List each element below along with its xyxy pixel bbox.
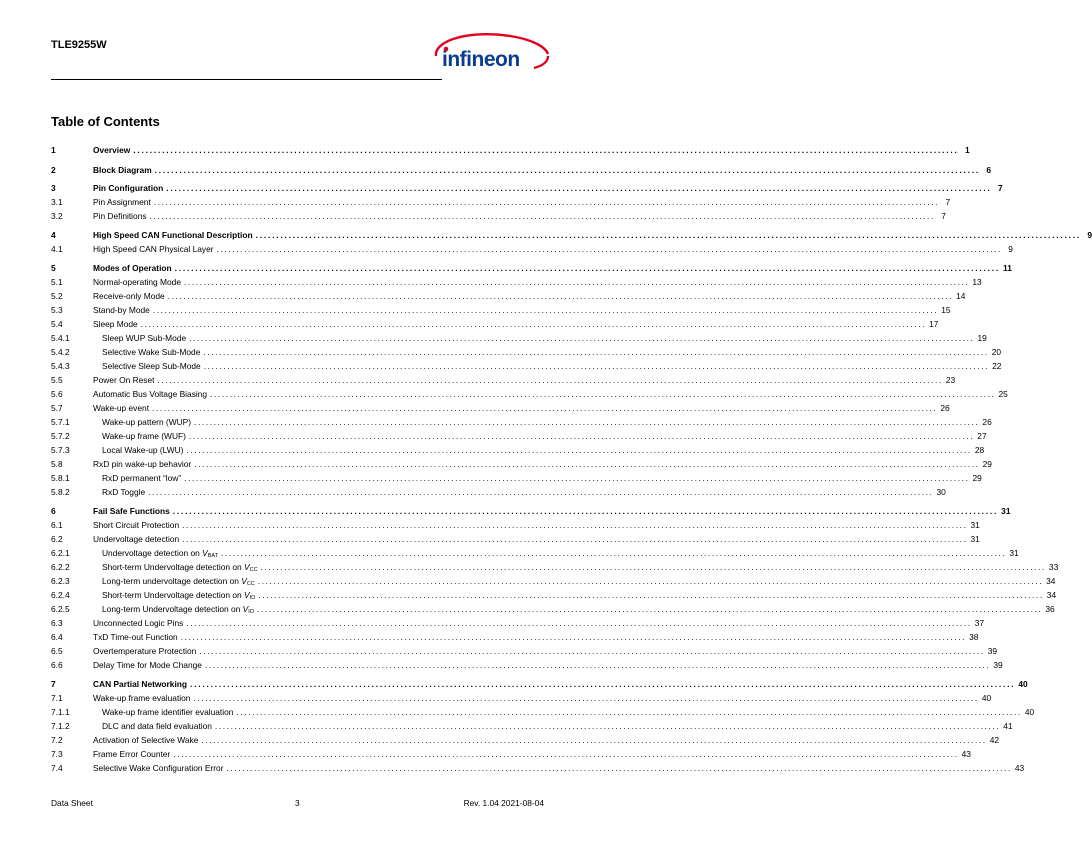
toc-entry[interactable] xyxy=(51,734,1000,746)
toc-entry[interactable] xyxy=(51,472,982,484)
toc-leader-dots: ........................................................................................................................................................................................................ xyxy=(257,576,1044,586)
toc-variable-subscript: IO xyxy=(248,609,255,615)
toc-entry-title xyxy=(93,533,179,545)
toc-page-number: 40 xyxy=(981,693,992,703)
toc-leader-dots: ........................................................................................................................................................................................................ xyxy=(257,604,1043,614)
toc-entry[interactable] xyxy=(51,318,939,330)
toc-entry[interactable] xyxy=(51,762,1025,774)
toc-entry-title xyxy=(93,229,253,241)
toc-entry[interactable] xyxy=(51,210,946,222)
toc-page-number: 6 xyxy=(986,165,992,175)
toc-page-number: 22 xyxy=(992,361,1002,371)
toc-entry-title xyxy=(102,720,212,732)
toc-number: 7.1.1 xyxy=(51,707,70,717)
toc-page-number: 14 xyxy=(956,291,966,301)
svg-text:infineon: infineon xyxy=(442,48,520,71)
toc-entry-title xyxy=(102,346,200,358)
toc-title-text: Wake-up event xyxy=(93,403,150,413)
toc-number: 6.2.1 xyxy=(51,548,70,558)
toc-entry[interactable] xyxy=(51,561,1059,573)
toc-entry-title xyxy=(102,589,255,604)
toc-page-number: 31 xyxy=(1009,548,1019,558)
toc-title-text: Pin Definitions xyxy=(93,211,147,221)
toc-title-text: Local Wake-up (LWU) xyxy=(102,445,184,455)
toc-page-number: 40 xyxy=(1024,707,1035,717)
toc-title-text: Power On Reset xyxy=(93,375,155,385)
toc-number: 5.8.1 xyxy=(51,473,70,483)
toc-title-text: High Speed CAN Physical Layer xyxy=(93,244,214,254)
toc-entry[interactable] xyxy=(51,533,980,545)
toc-page-number: 19 xyxy=(977,333,987,343)
toc-leader-dots: ........................................................................................................................................................................................................ xyxy=(148,487,934,497)
toc-number: 4 xyxy=(51,230,56,240)
toc-number: 5.7 xyxy=(51,403,63,413)
toc-number: 7.1 xyxy=(51,693,63,703)
toc-leader-dots: ........................................................................................................................................................................................................ xyxy=(186,445,972,455)
toc-title-text: Selective Wake Configuration Error xyxy=(93,763,224,773)
toc-page-number: 25 xyxy=(998,389,1008,399)
toc-title-text: RxD Toggle xyxy=(102,487,146,497)
footer-revision: Rev. 1.04 2021-08-04 xyxy=(463,798,544,808)
toc-number: 6.6 xyxy=(51,660,63,670)
toc-entry-title xyxy=(93,318,138,330)
toc-leader-dots: ........................................................................................................................................................................................................ xyxy=(184,473,970,483)
toc-entry[interactable] xyxy=(51,430,987,442)
toc-leader-dots: ........................................................................................................................................................................................................ xyxy=(194,417,980,427)
toc-leader-dots: ........................................................................................................................................................................................................ xyxy=(167,291,954,301)
toc-number: 7.2 xyxy=(51,735,63,745)
toc-title-text: Wake-up frame identifier evaluation xyxy=(102,707,234,717)
toc-variable: V xyxy=(242,604,249,614)
toc-title-text: Wake-up frame (WUF) xyxy=(102,431,186,441)
toc-number: 6.5 xyxy=(51,646,63,656)
toc-entry[interactable] xyxy=(51,346,1002,358)
toc-number: 6.1 xyxy=(51,520,63,530)
toc-leader-dots: ........................................................................................................................................................................................................ xyxy=(216,244,1002,254)
toc-title-text: Unconnected Logic Pins xyxy=(93,618,184,628)
toc-leader-dots: ........................................................................................................................................................................................................ xyxy=(210,389,996,399)
toc-title-text: Automatic Bus Voltage Biasing xyxy=(93,389,208,399)
toc-page-number: 26 xyxy=(940,403,950,413)
toc-entry[interactable] xyxy=(51,458,992,470)
toc-entry-title xyxy=(102,444,183,456)
toc-variable: V xyxy=(244,590,250,600)
toc-entry[interactable] xyxy=(51,617,985,629)
toc-chapter[interactable] xyxy=(51,182,1003,194)
toc-entry[interactable] xyxy=(51,547,1019,559)
toc-entry-title xyxy=(93,402,149,414)
toc-number: 2 xyxy=(51,165,56,175)
toc-title-text: Activation of Selective Wake xyxy=(93,735,199,745)
toc-entry-title xyxy=(102,575,255,590)
toc-number: 5.2 xyxy=(51,291,63,301)
toc-page-number: 39 xyxy=(987,646,998,656)
toc-title-text: Short-term Undervoltage detection on xyxy=(102,562,244,572)
toc-entry[interactable] xyxy=(51,196,951,208)
toc-number: 5.4 xyxy=(51,319,63,329)
toc-chapter[interactable] xyxy=(51,229,1092,241)
toc-page-number: 30 xyxy=(936,487,946,497)
toc-number: 5.7.3 xyxy=(51,445,70,455)
toc-entry-title xyxy=(93,290,165,302)
toc-entry[interactable] xyxy=(51,575,1056,587)
toc-entry-title xyxy=(93,210,147,222)
toc-title-text: Wake-up frame evaluation xyxy=(93,693,191,703)
toc-entry-title xyxy=(93,617,183,629)
toc-title-text: Short Circuit Protection xyxy=(93,520,180,530)
toc-entry-title xyxy=(93,678,187,690)
toc-entry[interactable] xyxy=(51,243,1013,255)
toc-leader-dots: ........................................................................................................................................................................................................ xyxy=(180,632,967,642)
toc-title-text: CAN Partial Networking xyxy=(93,679,188,689)
toc-title-text: RxD permanent “low” xyxy=(102,473,182,483)
toc-number: 3 xyxy=(51,183,56,193)
toc-variable: V xyxy=(244,562,250,572)
toc-leader-dots: ........................................................................................................................................................................................................ xyxy=(255,230,1081,240)
toc-number: 1 xyxy=(51,145,56,155)
toc-title-text: Long-term Undervoltage detection on xyxy=(102,604,243,614)
toc-entry-title xyxy=(93,262,172,274)
toc-leader-dots: ........................................................................................................................................................................................................ xyxy=(182,534,968,544)
toc-entry[interactable] xyxy=(51,748,971,760)
toc-number: 5.7.2 xyxy=(51,431,70,441)
toc-number: 5.7.1 xyxy=(51,417,70,427)
toc-title-text: Selective Sleep Sub-Mode xyxy=(102,361,201,371)
toc-entry-title xyxy=(93,645,196,657)
toc-title-text: Sleep Mode xyxy=(93,319,138,329)
toc-entry-title xyxy=(93,505,170,517)
toc-leader-dots: ........................................................................................................................................................................................................ xyxy=(153,197,940,207)
toc-entry[interactable] xyxy=(51,519,980,531)
toc-leader-dots: ........................................................................................................................................................................................................ xyxy=(183,277,970,287)
toc-page-number: 11 xyxy=(1003,263,1012,273)
toc-entry-title xyxy=(93,182,163,194)
toc-page-number: 40 xyxy=(1018,679,1028,689)
toc-variable: V xyxy=(202,548,208,558)
toc-entry-title xyxy=(93,734,198,746)
toc-leader-dots: ........................................................................................................................................................................................................ xyxy=(194,459,980,469)
toc-variable-subscript: IO xyxy=(249,595,256,601)
toc-leader-dots: ........................................................................................................................................................................................................ xyxy=(221,548,1007,558)
toc-number: 5.8 xyxy=(51,459,63,469)
toc-page-number: 34 xyxy=(1046,590,1057,600)
toc-page-number: 27 xyxy=(977,431,987,441)
toc-number: 5.6 xyxy=(51,389,63,399)
toc-title-text: Normal-operating Mode xyxy=(93,277,181,287)
footer-page-number: 3 xyxy=(295,798,300,808)
toc-entry[interactable] xyxy=(51,486,946,498)
toc-page-number: 43 xyxy=(961,749,971,759)
toc-title-text: Selective Wake Sub-Mode xyxy=(102,347,201,357)
toc-leader-dots: ........................................................................................................................................................................................................ xyxy=(189,333,975,343)
toc-entry-title xyxy=(102,561,258,576)
toc-variable: V xyxy=(241,576,247,586)
toc-page-number: 29 xyxy=(972,473,982,483)
toc-entry[interactable] xyxy=(51,692,992,704)
toc-entry-title xyxy=(93,196,151,208)
toc-page-number: 9 xyxy=(1087,230,1092,240)
toc-leader-dots: ........................................................................................................................................................................................................ xyxy=(226,763,1012,773)
toc-entry-title xyxy=(93,692,190,704)
toc-entry-title xyxy=(93,762,224,774)
toc-page-number: 43 xyxy=(1014,763,1025,773)
toc-entry[interactable] xyxy=(51,603,1055,615)
toc-title-text: Pin Assignment xyxy=(93,197,151,207)
toc-number: 5 xyxy=(51,263,56,273)
toc-chapter[interactable] xyxy=(51,678,1028,690)
header-rule xyxy=(51,79,442,80)
toc-leader-dots: ........................................................................................................................................................................................................ xyxy=(152,403,938,413)
toc-leader-dots: ........................................................................................................................................................................................................ xyxy=(258,590,1044,600)
toc-entry-title xyxy=(93,519,179,531)
toc-entry-title xyxy=(102,416,191,428)
toc-entry[interactable] xyxy=(51,706,1035,718)
toc-number: 6.2.2 xyxy=(51,562,70,572)
toc-entry[interactable] xyxy=(51,290,966,302)
toc-leader-dots: ........................................................................................................................................................................................................ xyxy=(174,263,1001,273)
toc-entry-title xyxy=(93,243,214,255)
toc-page-number: 9 xyxy=(1008,244,1013,254)
toc-page-number: 31 xyxy=(970,534,980,544)
toc-leader-dots: ........................................................................................................................................................................................................ xyxy=(193,693,979,703)
toc-title-text: Long-term undervoltage detection on xyxy=(102,576,242,586)
toc-leader-dots: ........................................................................................................................................................................................................ xyxy=(172,506,999,516)
toc-number: 5.4.2 xyxy=(51,347,70,357)
toc-entry-title xyxy=(93,304,150,316)
toc-title-text: Modes of Operation xyxy=(93,263,172,273)
toc-number: 7 xyxy=(51,679,56,689)
footer-doc-type: Data Sheet xyxy=(51,798,93,808)
toc-entry-title xyxy=(102,360,201,372)
toc-leader-dots: ........................................................................................................................................................................................................ xyxy=(140,319,927,329)
toc-leader-dots: ........................................................................................................................................................................................................ xyxy=(203,347,989,357)
toc-entry-title xyxy=(93,164,152,176)
toc-entry-title xyxy=(93,458,191,470)
toc-leader-dots: ........................................................................................................................................................................................................ xyxy=(188,431,975,441)
toc-leader-dots: ........................................................................................................................................................................................................ xyxy=(214,721,1001,731)
toc-title-text: DLC and data field evaluation xyxy=(102,721,212,731)
toc-number: 3.2 xyxy=(51,211,63,221)
toc-page-number: 33 xyxy=(1048,562,1059,572)
toc-leader-dots: ........................................................................................................................................................................................................ xyxy=(204,660,991,670)
header-title: TLE9255W xyxy=(51,39,107,51)
toc-entry-title xyxy=(102,603,254,618)
toc-entry-title xyxy=(93,144,130,156)
toc-number: 6.3 xyxy=(51,618,63,628)
toc-page-number: 15 xyxy=(941,305,951,315)
toc-leader-dots: ........................................................................................................................................................................................................ xyxy=(203,361,990,371)
toc-entry-title xyxy=(93,631,178,643)
toc-number: 5.4.1 xyxy=(51,333,70,343)
toc-title-text: Block Diagram xyxy=(93,165,152,175)
toc-page-number: 36 xyxy=(1045,604,1055,614)
toc-leader-dots: ........................................................................................................................................................................................................ xyxy=(166,183,992,193)
toc-leader-dots: ........................................................................................................................................................................................................ xyxy=(199,646,985,656)
toc-entry-title xyxy=(93,748,170,760)
toc-entry[interactable] xyxy=(51,631,979,643)
toc-variable-subscript: CC xyxy=(249,567,258,573)
toc-title-text: Stand-by Mode xyxy=(93,305,150,315)
toc-number: 6.2 xyxy=(51,534,63,544)
toc-title-text: TxD Time-out Function xyxy=(93,632,178,642)
toc-entry[interactable] xyxy=(51,304,951,316)
toc-leader-dots: ........................................................................................................................................................................................................ xyxy=(133,145,959,155)
toc-entry-title xyxy=(93,659,202,671)
toc-entry[interactable] xyxy=(51,332,987,344)
toc-leader-dots: ........................................................................................................................................................................................................ xyxy=(182,520,968,530)
toc-page-number: 37 xyxy=(974,618,985,628)
toc-page-number: 7 xyxy=(997,183,1003,193)
toc-entry[interactable] xyxy=(51,360,1002,372)
toc-title-text: Delay Time for Mode Change xyxy=(93,660,202,670)
toc-number: 7.4 xyxy=(51,763,63,773)
toc-entry[interactable] xyxy=(51,402,950,414)
toc-page-number: 23 xyxy=(945,375,956,385)
toc-title-text: Frame Error Counter xyxy=(93,749,171,759)
toc-leader-dots: ........................................................................................................................................................................................................ xyxy=(236,707,1022,717)
toc-entry-title xyxy=(102,486,145,498)
toc-chapter[interactable] xyxy=(51,262,1012,274)
toc-title-text: Receive-only Mode xyxy=(93,291,165,301)
toc-leader-dots: ........................................................................................................................................................................................................ xyxy=(186,618,972,628)
toc-title-text: Pin Configuration xyxy=(93,183,164,193)
toc-page-number: 17 xyxy=(929,319,939,329)
toc-number: 5.3 xyxy=(51,305,63,315)
toc-number: 7.1.2 xyxy=(51,721,70,731)
toc-title: Table of Contents xyxy=(51,114,160,129)
toc-title-text: Undervoltage detection on xyxy=(102,548,203,558)
toc-entry[interactable] xyxy=(51,659,1003,671)
toc-number: 5.4.3 xyxy=(51,361,70,371)
toc-title-text: Overtemperature Protection xyxy=(93,646,197,656)
toc-entry-title xyxy=(93,388,207,400)
toc-leader-dots: ........................................................................................................................................................................................................ xyxy=(157,375,943,385)
toc-page-number: 29 xyxy=(982,459,992,469)
toc-entry[interactable] xyxy=(51,589,1057,601)
toc-title-text: Undervoltage detection xyxy=(93,534,180,544)
toc-page-number: 39 xyxy=(993,660,1003,670)
toc-entry[interactable] xyxy=(51,388,1008,400)
toc-title-text: High Speed CAN Functional Description xyxy=(93,230,253,240)
toc-entry-title xyxy=(93,374,154,386)
toc-page-number: 31 xyxy=(970,520,980,530)
toc-leader-dots: ........................................................................................................................................................................................................ xyxy=(190,679,1016,689)
toc-number: 3.1 xyxy=(51,197,63,207)
toc-number: 6.2.3 xyxy=(51,576,70,586)
toc-leader-dots: ........................................................................................................................................................................................................ xyxy=(149,211,935,221)
toc-title-text: Fail Safe Functions xyxy=(93,506,170,516)
toc-chapter[interactable] xyxy=(51,164,992,176)
toc-page-number: 7 xyxy=(941,211,946,221)
toc-leader-dots: ........................................................................................................................................................................................................ xyxy=(173,749,959,759)
toc-page-number: 28 xyxy=(974,445,985,455)
toc-page-number: 34 xyxy=(1046,576,1056,586)
toc-title-text: Wake-up pattern (WUP) xyxy=(102,417,192,427)
toc-variable-subscript: CC xyxy=(246,581,255,587)
toc-variable-subscript: BAT xyxy=(207,553,218,559)
toc-number: 6.4 xyxy=(51,632,63,642)
toc-page-number: 41 xyxy=(1003,721,1013,731)
toc-page-number: 1 xyxy=(964,145,970,155)
toc-entry[interactable] xyxy=(51,374,956,386)
toc-number: 5.5 xyxy=(51,375,63,385)
toc-title-text: RxD pin wake-up behavior xyxy=(93,459,192,469)
toc-entry[interactable] xyxy=(51,645,998,657)
toc-page-number: 26 xyxy=(982,417,992,427)
toc-page-number: 20 xyxy=(991,347,1002,357)
toc-number: 5.1 xyxy=(51,277,63,287)
toc-page-number: 31 xyxy=(1001,506,1011,516)
toc-number: 7.3 xyxy=(51,749,63,759)
toc-number: 6.2.5 xyxy=(51,604,70,614)
toc-entry-title xyxy=(102,472,181,484)
infineon-logo xyxy=(430,32,552,83)
toc-leader-dots: ........................................................................................................................................................................................................ xyxy=(154,165,981,175)
toc-entry[interactable] xyxy=(51,416,992,428)
toc-entry-title xyxy=(102,706,233,718)
toc-entry[interactable] xyxy=(51,276,982,288)
toc-title-text: Short-term Undervoltage detection on xyxy=(102,590,244,600)
toc-number: 4.1 xyxy=(51,244,63,254)
toc-entry[interactable] xyxy=(51,720,1013,732)
toc-entry-title xyxy=(102,430,186,442)
toc-page-number: 38 xyxy=(969,632,979,642)
toc-chapter[interactable] xyxy=(51,505,1011,517)
toc-page-number: 42 xyxy=(989,735,1000,745)
toc-number: 6.2.4 xyxy=(51,590,70,600)
toc-entry-title xyxy=(93,276,181,288)
toc-page-number: 7 xyxy=(945,197,951,207)
toc-leader-dots: ........................................................................................................................................................................................................ xyxy=(152,305,939,315)
toc-number: 6 xyxy=(51,506,56,516)
toc-entry-title xyxy=(102,547,218,562)
toc-title-text: Sleep WUP Sub-Mode xyxy=(102,333,187,343)
toc-number: 5.8.2 xyxy=(51,487,70,497)
toc-chapter[interactable] xyxy=(51,144,970,156)
toc-leader-dots: ........................................................................................................................................................................................................ xyxy=(260,562,1046,572)
toc-page-number: 13 xyxy=(972,277,982,287)
toc-entry-title xyxy=(102,332,186,344)
toc-leader-dots: ........................................................................................................................................................................................................ xyxy=(201,735,987,745)
toc-title-text: Overview xyxy=(93,145,131,155)
toc-entry[interactable] xyxy=(51,444,985,456)
